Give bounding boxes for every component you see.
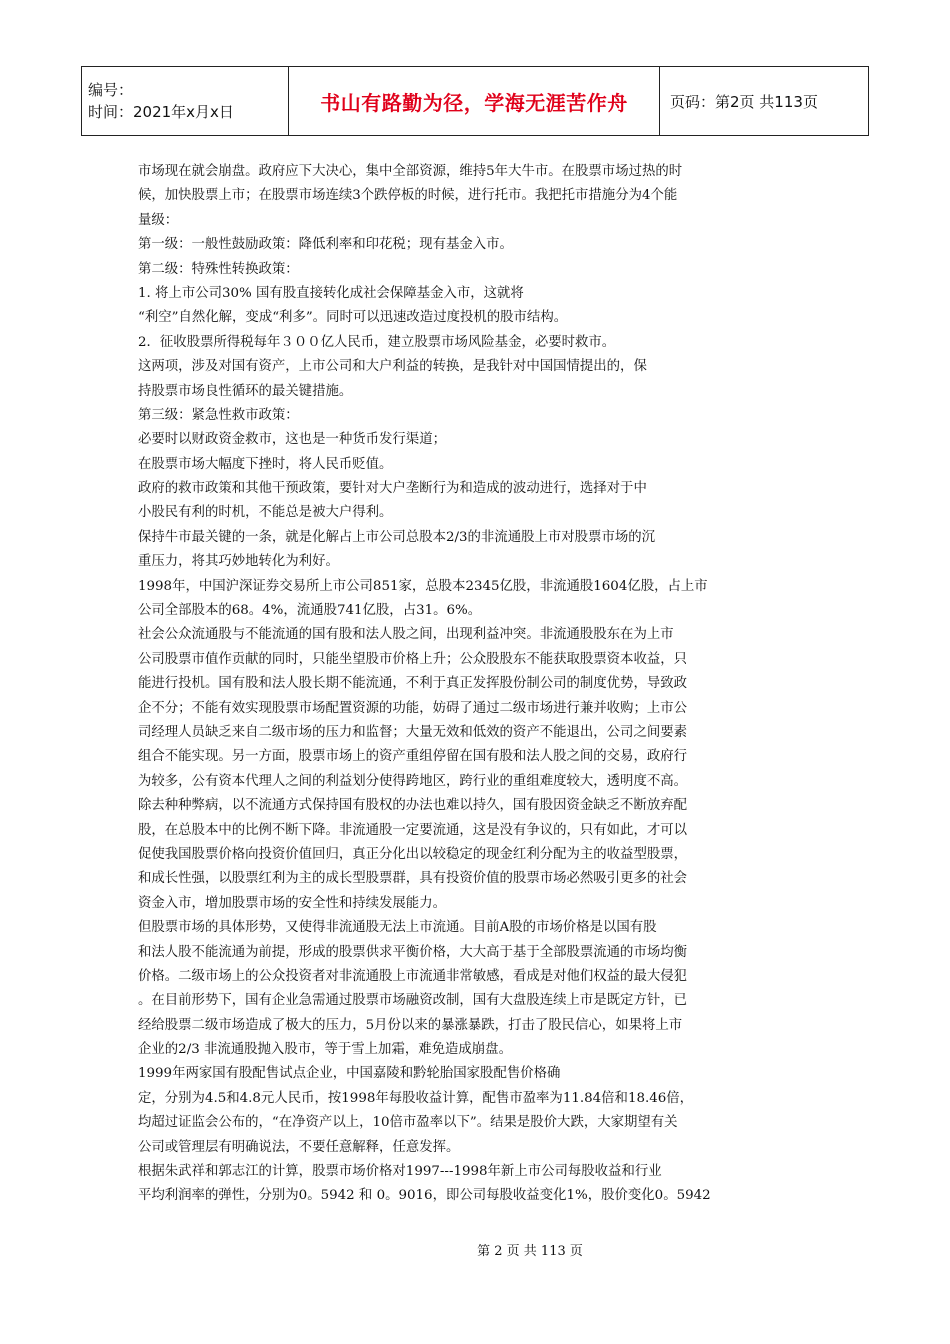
body-line: 为较多，公有资本代理人之间的利益划分使得跨地区，跨行业的重组难度较大，透明度不高。 <box>138 773 688 789</box>
body-line: 社会公众流通股与不能流通的国有股和法人股之间，出现利益冲突。非流通股股东在为上市 <box>138 627 674 643</box>
body-line: 除去种种弊病，以不流通方式保持国有股权的办法也难以持久，国有股因资金缺乏不断放弃配 <box>138 798 688 814</box>
document-body <box>138 160 813 1209</box>
body-line: 公司或管理层有明确说法，不要任意解释，任意发挥。 <box>138 1139 460 1155</box>
body-line: 司经理人员缺乏来自二级市场的压力和监督；大量无效和低效的资产不能退出，公司之间要素 <box>138 724 688 740</box>
document-header <box>81 66 869 136</box>
body-line: 保持牛市最关键的一条，就是化解占上市公司总股本2/3的非流通股上市对股票市场的沉 <box>138 529 656 545</box>
body-line: 能进行投机。国有股和法人股长期不能流通，不利于真正发挥股份制公司的制度优势，导致政 <box>138 676 688 692</box>
body-line: 第二级：特殊性转换政策： <box>138 261 299 277</box>
body-line: 这两项，涉及对国有资产，上市公司和大户利益的转换，是我针对中国国情提出的，保 <box>138 359 647 375</box>
body-line: 股，在总股本中的比例不断下降。非流通股一定要流通，这是没有争议的，只有如此，才可以 <box>138 822 688 838</box>
body-line: 必要时以财政资金救市，这也是一种货币发行渠道； <box>138 432 446 448</box>
body-line: 和法人股不能流通为前提，形成的股票供求平衡价格，大大高于基于全部股票流通的市场均衡 <box>138 944 688 960</box>
body-line: 平均利润率的弹性，分别为0。5942 和 0。9016，即公司每股收益变化1%，股价变化0。5942 <box>138 1188 711 1204</box>
body-line: 资金入市，增加股票市场的安全性和持续发展能力。 <box>138 895 446 911</box>
body-line: 市场现在就会崩盘。政府应下大决心，集中全部资源，维持5年大牛市。在股票市场过热的时 <box>138 164 683 179</box>
body-line: 候，加快股票上市；在股票市场连续3个跌停板的时候，进行托市。我把托市措施分为4个能 <box>138 188 678 204</box>
body-line: 1. 将上市公司30% 国有股直接转化成社会保障基金入市，这就将 <box>138 285 524 301</box>
body-line: 政府的救市政策和其他干预政策，要针对大户垄断行为和造成的波动进行，选择对于中 <box>138 481 647 497</box>
header-meta-cell <box>82 67 289 136</box>
document-date-label: 时间：2021年x月x日 <box>88 103 234 121</box>
body-line: 价格。二级市场上的公众投资者对非流通股上市流通非常敏感，看成是对他们权益的最大侵犯 <box>138 968 688 984</box>
header-motto: 书山有路勤为径，学海无涯苦作舟 <box>289 67 660 136</box>
body-line: 均超过证监会公布的，“在净资产以上，10倍市盈率以下”。结果是股价大跌，大家期望有关 <box>138 1115 678 1131</box>
body-line: 但股票市场的具体形势，又使得非流通股无法上市流通。目前A股的市场价格是以国有股 <box>138 920 657 936</box>
body-line: 2．征收股票所得税每年３００亿人民币，建立股票市场风险基金，必要时救市。 <box>138 334 616 350</box>
body-line: 1999年两家国有股配售试点企业，中国嘉陵和黔轮胎国家股配售价格确 <box>138 1066 561 1082</box>
body-line: 持股票市场良性循环的最关键措施。 <box>138 383 353 399</box>
page-footer: 第 2 页 共 113 页 <box>477 1244 583 1259</box>
body-line: 第一级：一般性鼓励政策：降低利率和印花税；现有基金入市。 <box>138 237 513 253</box>
body-line: 。在目前形势下，国有企业急需通过股票市场融资改制，国有大盘股连续上市是既定方针，已 <box>138 993 688 1009</box>
body-line: 促使我国股票价格向投资价值回归，真正分化出以较稳定的现金红利分配为主的收益型股票， <box>138 846 688 862</box>
body-line: 企业的2/3 非流通股抛入股市，等于雪上加霜，难免造成崩盘。 <box>138 1042 512 1058</box>
body-line: 重压力，将其巧妙地转化为利好。 <box>138 554 339 570</box>
body-line: 公司股票市值作贡献的同时，只能坐望股市价格上升；公众股股东不能获取股票资本收益，只 <box>138 651 688 667</box>
document-number-label: 编号： <box>88 81 134 99</box>
body-line: 小股民有利的时机，不能总是被大户得利。 <box>138 505 393 521</box>
body-line: 根据朱武祥和郭志江的计算，股票市场价格对1997---1998年新上市公司每股收益和行业 <box>138 1164 662 1180</box>
body-line: 公司全部股本的68。4%，流通股741亿股，占31。6%。 <box>138 603 482 619</box>
body-line: 企不分；不能有效实现股票市场配置资源的功能，妨碍了通过二级市场进行兼并收购；上市公 <box>138 700 688 716</box>
body-line: 第三级：紧急性救市政策： <box>138 407 299 423</box>
body-line: 和成长性强，以股票红利为主的成长型股票群，具有投资价值的股票市场必然吸引更多的社会 <box>138 871 688 887</box>
body-line: 1998年，中国沪深证券交易所上市公司851家，总股本2345亿股，非流通股1604亿股，占上市 <box>138 578 708 594</box>
body-line: 定，分别为4.5和4.8元人民币，按1998年每股收益计算，配售市盈率为11.84倍和18.46倍， <box>138 1090 694 1106</box>
body-line: 在股票市场大幅度下挫时，将人民币贬值。 <box>138 456 393 472</box>
body-line: 经给股票二级市场造成了极大的压力，5月份以来的暴涨暴跌，打击了股民信心，如果将上市 <box>138 1017 683 1033</box>
body-line: “利空”自然化解，变成“利多”。同时可以迅速改造过度投机的股市结构。 <box>138 310 568 326</box>
body-line: 组合不能实现。另一方面，股票市场上的资产重组停留在国有股和法人股之间的交易，政府行 <box>138 749 688 765</box>
header-page-info: 页码：第2页 共113页 <box>660 67 869 136</box>
body-line: 量级： <box>138 212 179 228</box>
